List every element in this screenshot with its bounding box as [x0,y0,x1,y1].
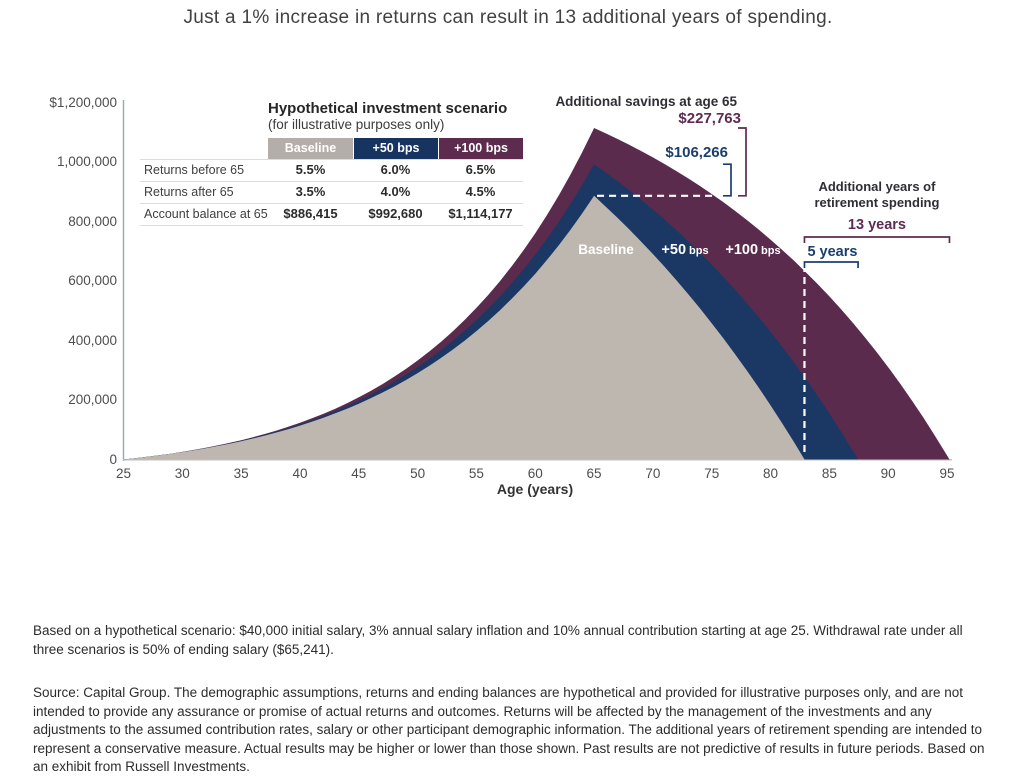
savings-100bps-bracket [738,128,746,196]
table-header-cell: +100 bps [438,138,523,159]
scenario-table-title: Hypothetical investment scenario [268,100,508,117]
footnote-text: Based on a hypothetical scenario: $40,000 initial salary, 3% annual salary inflation and 10% annual contribution starting at age 25. Withdrawal rate under all three scenarios is 50% of ending salary ($65,241). [33,623,963,657]
years-5-label: 5 years [807,244,858,260]
x-tick-label: 55 [468,466,484,481]
table-value-cell: $992,680 [353,203,438,226]
years-13-label: 13 years [847,217,906,233]
y-tick-label: 200,000 [68,392,117,407]
table-row-label: Account balance at 65 [140,203,268,226]
table-value-cell: 6.5% [438,159,523,181]
table-value-cell: 6.0% [353,159,438,181]
years-13-bracket [804,237,949,243]
x-tick-label: 65 [586,466,602,481]
x-tick-label: 85 [821,466,837,481]
additional-years-title-line1: Additional years of [818,179,936,194]
additional-savings-50bps-value: $106,266 [665,144,728,161]
table-corner-cell [140,138,268,159]
x-tick-label: 70 [645,466,661,481]
x-tick-label: 25 [115,466,132,481]
y-tick-label: 800,000 [68,213,117,229]
table-value-cell: 4.0% [353,181,438,203]
y-tick-label: 400,000 [68,332,117,348]
additional-savings-100bps-value: $227,763 [678,110,741,127]
x-tick-label: 50 [410,466,426,481]
x-tick-label: 40 [292,466,308,481]
x-tick-label: 80 [763,466,779,481]
additional-years-title-line2: retirement spending [814,195,940,210]
x-axis-title: Age (years) [496,481,574,497]
table-value-cell: 3.5% [268,181,353,203]
x-tick-label: 90 [880,466,896,481]
page-title: Just a 1% increase in returns can result in 13 additional years of spending. [183,7,833,28]
x-tick-label: 35 [233,466,249,481]
x-tick-label: 45 [351,466,367,481]
table-row-label: Returns before 65 [140,159,268,181]
scenario-table-subtitle: (for illustrative purposes only) [268,117,445,132]
table-row-label: Returns after 65 [140,181,268,203]
y-tick-label: $1,200,000 [49,94,117,110]
scenario-table [140,100,524,226]
plus50-label-unit: bps [689,245,709,257]
savings-50bps-bracket [723,164,731,196]
y-tick-label: 600,000 [68,273,117,288]
x-tick-label: 60 [527,466,543,481]
plus100-area-label [712,242,794,258]
source-text: Source: Capital Group. The demographic assumptions, returns and ending balances are hypothetical and provided for illustrative purposes only, and are not intended to provide any assurance or promise of actual returns and outcomes. Returns will be affected by the management of the investments and any adjustments to the assumed contribution rates, salary or other participant demographic information. The additional years of retirement spending are intended to represent a conservative measure. Actual results may be higher or lower than those shown. Past results are not predictive of results in future periods. Based on an exhibit from Russell Investments. [33,685,985,774]
table-header-cell: Baseline [268,138,353,159]
plus100-label-value: +100 [725,242,759,258]
table-value-cell: 5.5% [268,159,353,181]
table-value-cell: 4.5% [438,181,523,203]
table-header-cell: +50 bps [353,138,438,159]
scenario-table-grid [140,138,524,226]
plus100-label-unit: bps [761,245,781,257]
y-tick-label: 0 [109,451,117,467]
years-5-bracket [804,262,858,268]
plus50-label-value: +50 [661,242,687,258]
additional-savings-title: Additional savings at age 65 [555,94,737,109]
additional-years-title [767,179,987,211]
y-tick-label: 1,000,000 [56,154,117,169]
table-value-cell: $886,415 [268,203,353,226]
x-tick-label: 95 [939,466,955,481]
plus50-area-label [648,242,722,258]
baseline-area-label: Baseline [578,242,634,257]
x-tick-label: 30 [174,466,190,481]
x-tick-label: 75 [704,466,720,481]
table-value-cell: $1,114,177 [438,203,523,226]
